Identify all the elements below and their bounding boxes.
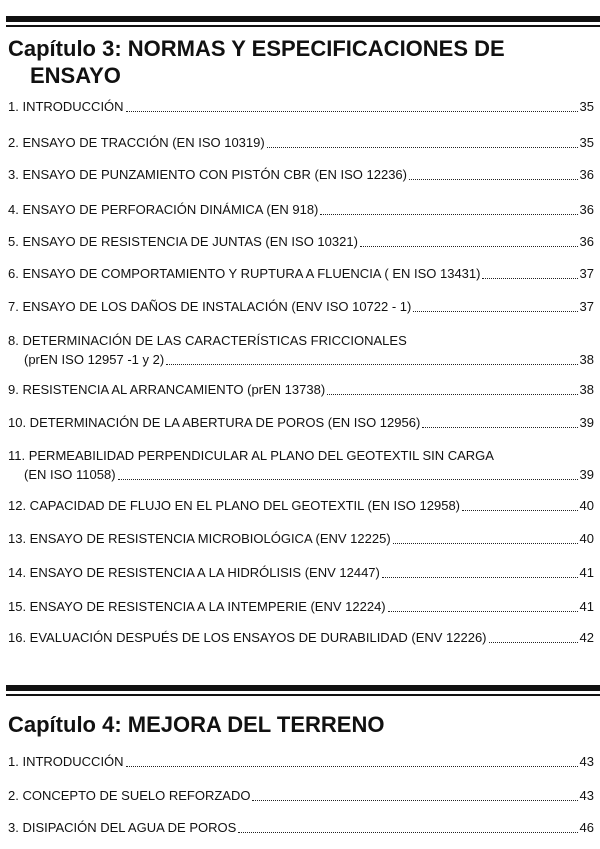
toc-entry-text: 2. ENSAYO DE TRACCIÓN (EN ISO 10319) [8, 135, 265, 150]
toc-entry-text: (prEN ISO 12957 -1 y 2) [24, 352, 165, 367]
toc-entry-text: 9. RESISTENCIA AL ARRANCAMIENTO (prEN 13738) [8, 382, 326, 397]
toc-entry-text: 6. ENSAYO DE COMPORTAMIENTO Y RUPTURA A FLUENCIA ( EN ISO 13431) [8, 266, 481, 281]
leader-dots [118, 478, 578, 480]
toc-entry-text-line1: 11. PERMEABILIDAD PERPENDICULAR AL PLANO DEL GEOTEXTIL SIN CARGA [8, 448, 494, 463]
toc-entry-text: 4. ENSAYO DE PERFORACIÓN DINÁMICA (EN 918) [8, 202, 319, 217]
toc-page-number: 39 [579, 467, 594, 482]
toc-entry-text: 1. INTRODUCCIÓN [8, 99, 124, 114]
toc-entry[interactable] [8, 297, 594, 316]
leader-dots [482, 277, 577, 279]
toc-page-number: 36 [579, 167, 594, 182]
chapter-3-title-line1: Capítulo 3: NORMAS Y ESPECIFICACIONES DE [8, 36, 505, 61]
toc-entry[interactable] [8, 331, 594, 369]
chapter-3-title-line2: ENSAYO [30, 63, 121, 88]
toc-page-number: 36 [579, 202, 594, 217]
toc-page-number: 35 [579, 99, 594, 114]
leader-dots [409, 178, 578, 180]
toc-page-number: 37 [579, 266, 594, 281]
chapter-3-title [8, 35, 598, 89]
toc-page-number: 46 [579, 820, 594, 835]
toc-entry-text: 5. ENSAYO DE RESISTENCIA DE JUNTAS (EN ISO 10321) [8, 234, 358, 249]
leader-dots [252, 799, 577, 801]
toc-entry[interactable] [8, 380, 594, 399]
chapter-4-title [8, 711, 598, 738]
toc-page-number: 43 [579, 788, 594, 803]
toc-entry[interactable] [8, 97, 594, 116]
toc-entry[interactable] [8, 200, 594, 219]
toc-entry-text: 7. ENSAYO DE LOS DAÑOS DE INSTALACIÓN (ENV ISO 10722 - 1) [8, 299, 412, 314]
leader-dots [462, 509, 578, 511]
toc-entry[interactable] [8, 628, 594, 647]
toc-page-number: 37 [579, 299, 594, 314]
toc-entry-text: 14. ENSAYO DE RESISTENCIA A LA HIDRÓLISIS (ENV 12447) [8, 565, 380, 580]
toc-entry-text: 13. ENSAYO DE RESISTENCIA MICROBIOLÓGICA (ENV 12225) [8, 531, 391, 546]
toc-entry[interactable] [8, 413, 594, 432]
chapter-4-rule-thin [6, 694, 600, 696]
leader-dots [267, 146, 578, 148]
toc-entry[interactable] [8, 563, 594, 582]
toc-page-number: 36 [579, 234, 594, 249]
toc-entry[interactable] [8, 786, 594, 805]
chapter-4-rule-thick [6, 685, 600, 691]
toc-entry-text: 12. CAPACIDAD DE FLUJO EN EL PLANO DEL GEOTEXTIL (EN ISO 12958) [8, 498, 461, 513]
toc-page-number: 42 [579, 630, 594, 645]
toc-page-number: 39 [579, 415, 594, 430]
toc-entry[interactable] [8, 165, 594, 184]
leader-dots [327, 393, 577, 395]
leader-dots [422, 426, 577, 428]
toc-entry[interactable] [8, 232, 594, 251]
toc-entry[interactable] [8, 446, 594, 484]
leader-dots [126, 110, 578, 112]
toc-entry-text: 16. EVALUACIÓN DESPUÉS DE LOS ENSAYOS DE DURABILIDAD (ENV 12226) [8, 630, 487, 645]
toc-entry-text-line1: 8. DETERMINACIÓN DE LAS CARACTERÍSTICAS FRICCIONALES [8, 333, 407, 348]
header-rule-thin [6, 25, 600, 27]
leader-dots [382, 576, 578, 578]
toc-entry-text: 3. DISIPACIÓN DEL AGUA DE POROS [8, 820, 237, 835]
toc-entry-text: 1. INTRODUCCIÓN [8, 754, 124, 769]
toc-page-number: 35 [579, 135, 594, 150]
toc-entry[interactable] [8, 752, 594, 771]
toc-entry-text: 2. CONCEPTO DE SUELO REFORZADO [8, 788, 251, 803]
toc-entry-text: 15. ENSAYO DE RESISTENCIA A LA INTEMPERIE (ENV 12224) [8, 599, 386, 614]
toc-page-number: 41 [579, 599, 594, 614]
leader-dots [489, 641, 578, 643]
leader-dots [126, 765, 578, 767]
toc-page-number: 38 [579, 352, 594, 367]
toc-page-number: 43 [579, 754, 594, 769]
leader-dots [238, 831, 577, 833]
toc-entry[interactable] [8, 818, 594, 837]
toc-page-number: 38 [579, 382, 594, 397]
leader-dots [393, 542, 578, 544]
toc-page-number: 40 [579, 498, 594, 513]
toc-entry[interactable] [8, 264, 594, 283]
toc-page-number: 41 [579, 565, 594, 580]
toc-entry[interactable] [8, 133, 594, 152]
header-rule-thick [6, 16, 600, 22]
toc-entry-text: 10. DETERMINACIÓN DE LA ABERTURA DE POROS (EN ISO 12956) [8, 415, 421, 430]
leader-dots [166, 363, 577, 365]
toc-entry-text: 3. ENSAYO DE PUNZAMIENTO CON PISTÓN CBR (EN ISO 12236) [8, 167, 407, 182]
chapter-4-title-line1: Capítulo 4: MEJORA DEL TERRENO [8, 712, 385, 737]
leader-dots [360, 245, 578, 247]
leader-dots [413, 310, 577, 312]
leader-dots [388, 610, 578, 612]
toc-page-number: 40 [579, 531, 594, 546]
toc-entry[interactable] [8, 529, 594, 548]
leader-dots [320, 213, 577, 215]
toc-entry[interactable] [8, 597, 594, 616]
toc-entry-text: (EN ISO 11058) [24, 467, 116, 482]
toc-entry[interactable] [8, 496, 594, 515]
